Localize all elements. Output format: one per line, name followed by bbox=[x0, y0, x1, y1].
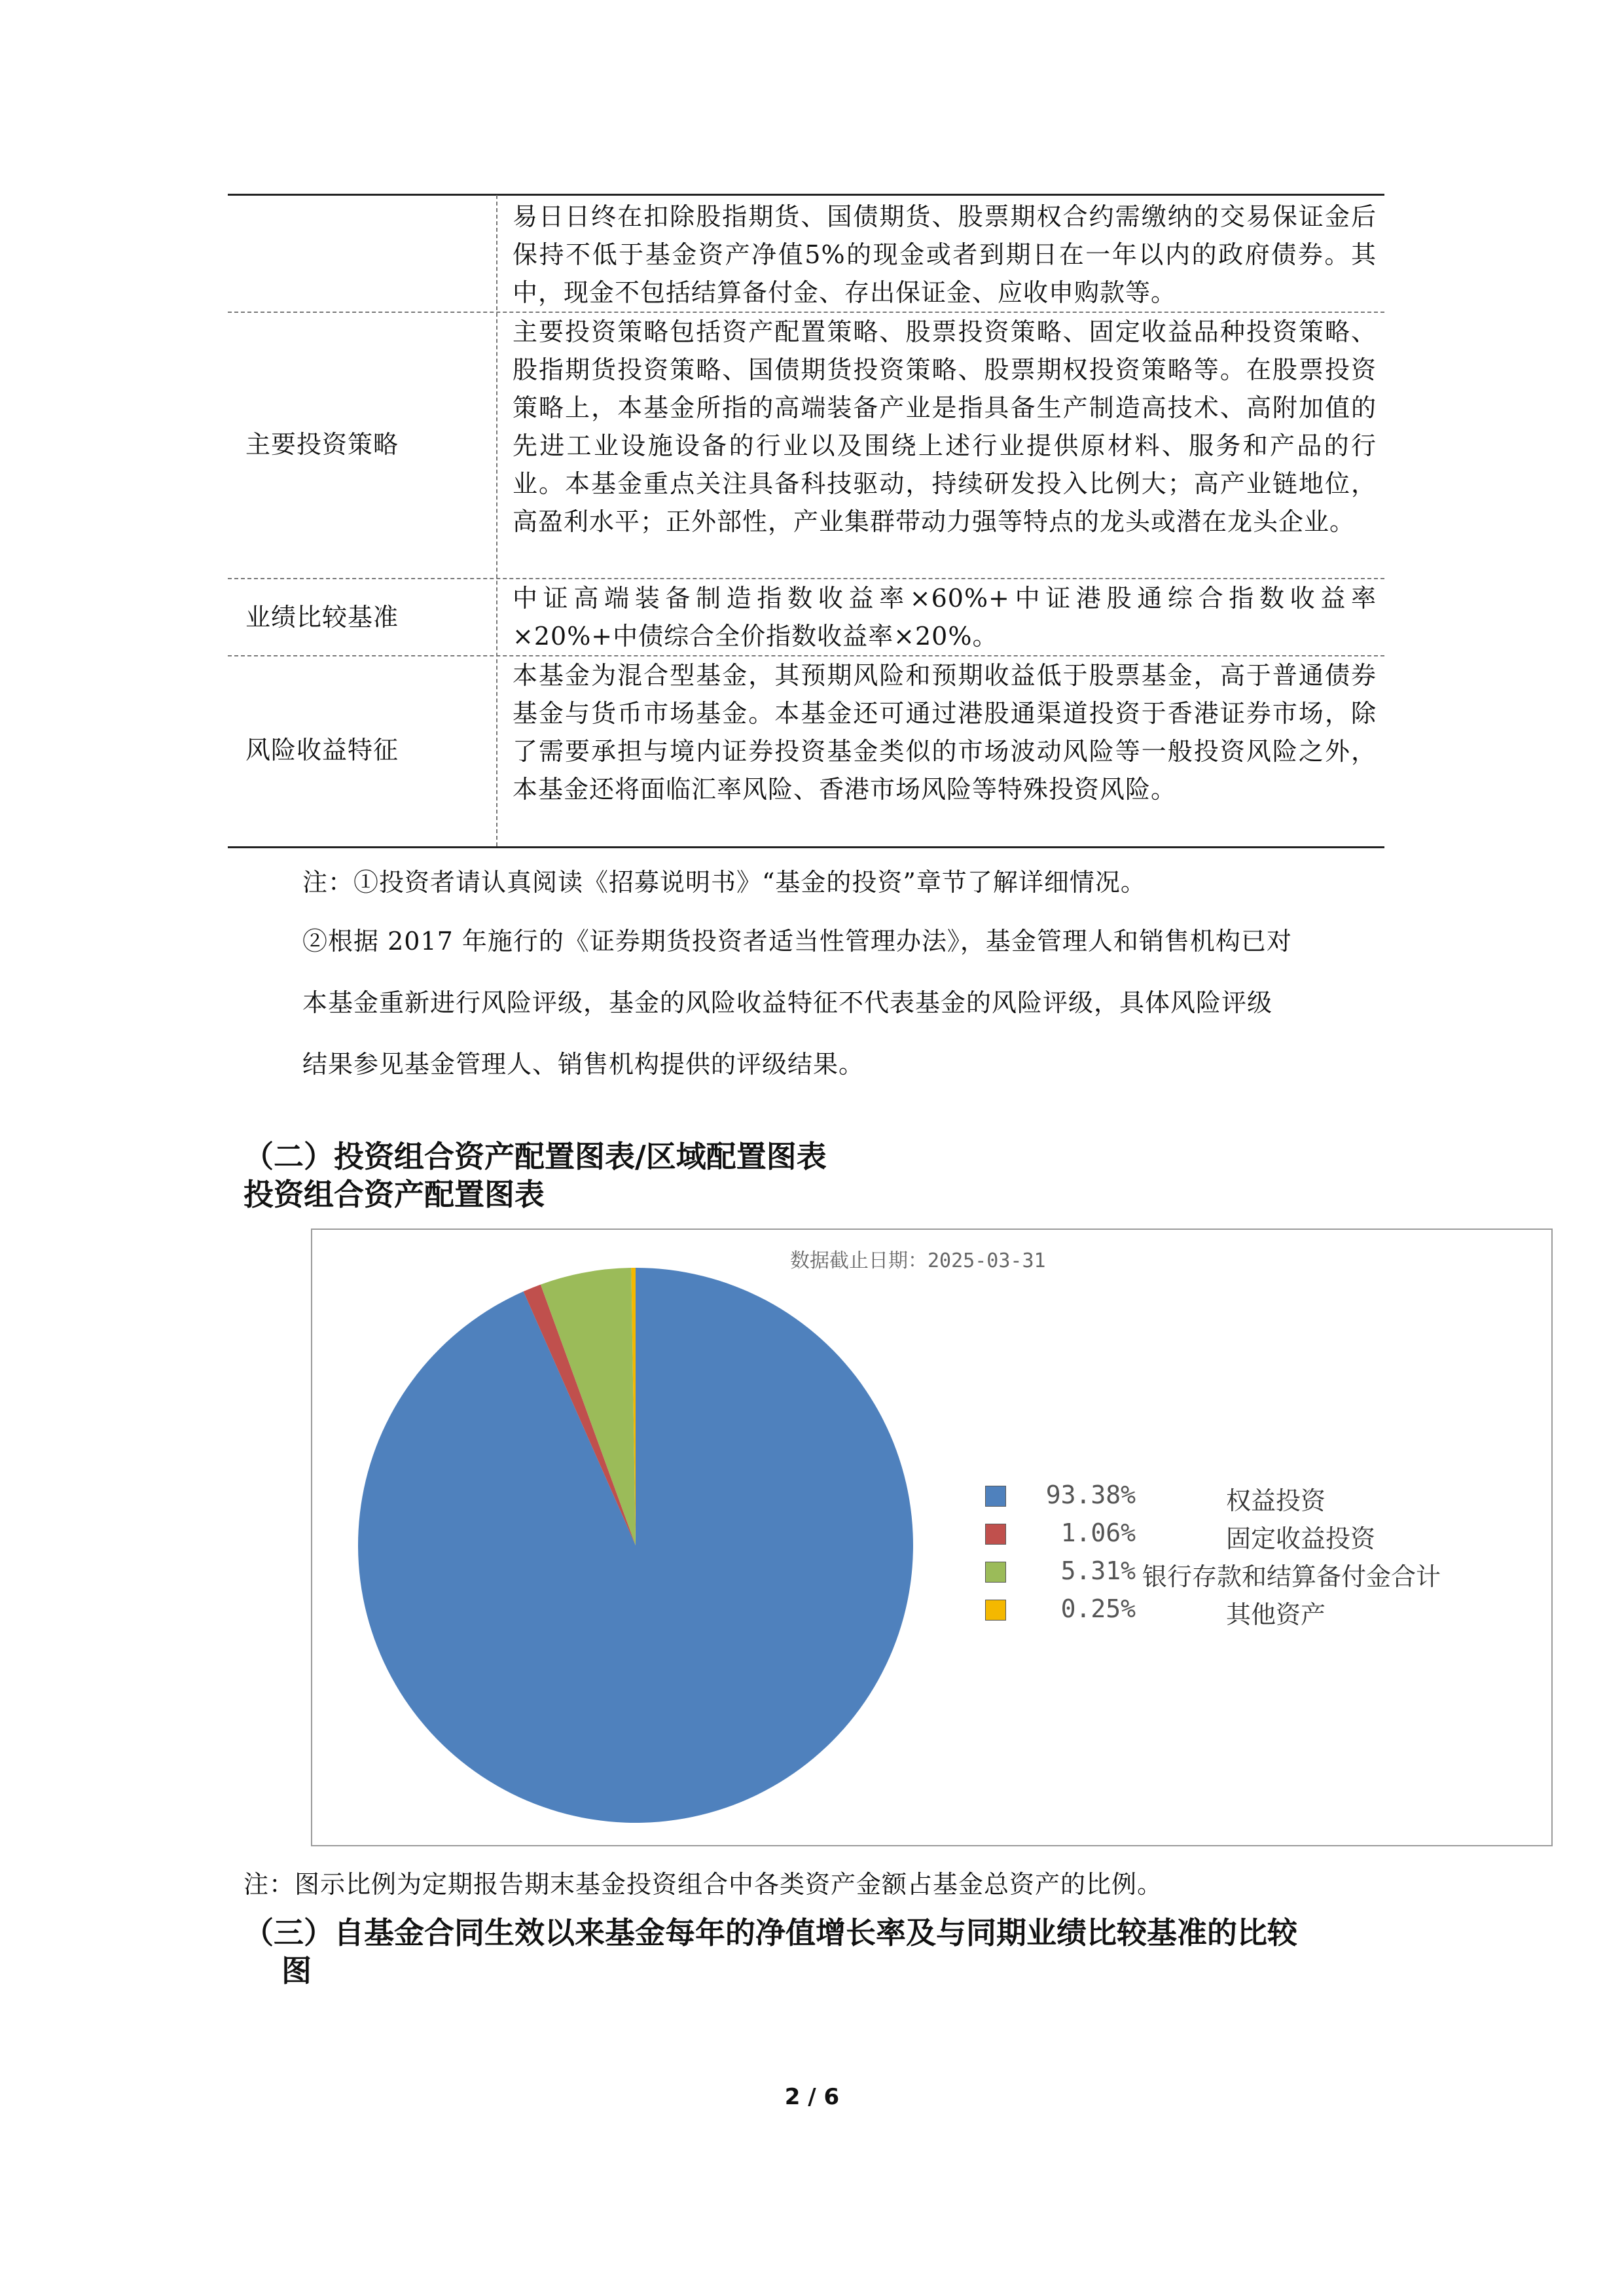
asset-allocation-chart bbox=[311, 1229, 1553, 1846]
section-3-heading-line-1: （三）自基金合同生效以来基金每年的净值增长率及与同期业绩比较基准的比较 bbox=[244, 1915, 1297, 1950]
risk-label: 风险收益特征 bbox=[245, 736, 399, 764]
legend-item bbox=[985, 1556, 1535, 1589]
legend-swatch bbox=[985, 1600, 1006, 1621]
strategy-continued-cell: 易日日终在扣除股指期货、国债期货、股票期权合约需缴纳的交易保证金后保持不低于基金资产净值5%的现金或者到期日在一年以内的政府债券。其中，现金不包括结算备付金、存出保证金、应收申购款等。 bbox=[513, 202, 1377, 307]
legend-item bbox=[985, 1480, 1522, 1513]
legend-label: 权益投资 bbox=[1226, 1486, 1326, 1515]
note-2-line-1: ②根据 2017 年施行的《证券期货投资者适当性管理办法》，基金管理人和销售机构已对 bbox=[302, 927, 1292, 956]
legend-value: 0.25% bbox=[1060, 1594, 1136, 1623]
legend-value: 93.38% bbox=[1045, 1480, 1136, 1509]
legend-swatch bbox=[985, 1524, 1006, 1545]
chart-title: 投资组合资产配置图表 bbox=[244, 1177, 545, 1212]
benchmark-cell: 中证高端装备制造指数收益率×60%+中证港股通综合指数收益率×20%+中债综合全价指数收益率×20%。 bbox=[513, 584, 1377, 651]
section-3-heading-line-2: 图 bbox=[281, 1953, 312, 1988]
legend-label: 其他资产 bbox=[1226, 1600, 1326, 1629]
section-2-heading: （二）投资组合资产配置图表/区域配置图表 bbox=[244, 1139, 827, 1174]
legend-label: 固定收益投资 bbox=[1226, 1524, 1376, 1553]
legend-item bbox=[985, 1594, 1522, 1627]
column-divider bbox=[496, 195, 497, 846]
legend-value: 1.06% bbox=[1060, 1518, 1136, 1547]
legend-item bbox=[985, 1518, 1522, 1551]
chart-note: 注：图示比例为定期报告期末基金投资组合中各类资产金额占基金总资产的比例。 bbox=[244, 1870, 1163, 1899]
strategy-cell: 主要投资策略包括资产配置策略、股票投资策略、固定收益品种投资策略、股指期货投资策略、国债期货投资策略、股票期权投资策略等。在股票投资策略上，本基金所指的高端装备产业是指具备生产制造高技术、高附加值的先进工业设施设备的行业以及围绕上述行业提供原材料、服务和产品的行业。本基金重点关注具备科技驱动，持续研发投入比例大；高产业链地位，高盈利水平；正外部性，产业集群带动力强等特点的龙头或潜在龙头企业。 bbox=[513, 317, 1377, 536]
note-2-line-2: 本基金重新进行风险评级，基金的风险收益特征不代表基金的风险评级，具体风险评级 bbox=[302, 988, 1273, 1017]
risk-cell: 本基金为混合型基金，其预期风险和预期收益低于股票基金，高于普通债券基金与货币市场基金。本基金还可通过港股通渠道投资于香港证券市场，除了需要承担与境内证券投资基金类似的市场波动风险等一般投资风险之外，本基金还将面临汇率风险、香港市场风险等特殊投资风险。 bbox=[513, 661, 1377, 804]
legend-value: 5.31% bbox=[1060, 1556, 1136, 1585]
benchmark-label: 业绩比较基准 bbox=[245, 603, 399, 632]
note-2-line-3: 结果参见基金管理人、销售机构提供的评级结果。 bbox=[302, 1050, 865, 1079]
chart-subtitle: 数据截止日期：2025-03-31 bbox=[790, 1249, 1046, 1272]
table-top-rule bbox=[228, 194, 1384, 196]
legend-swatch bbox=[985, 1562, 1006, 1583]
legend-label: 银行存款和结算备付金合计 bbox=[1142, 1562, 1441, 1591]
strategy-label: 主要投资策略 bbox=[245, 430, 399, 459]
page-number: 2 / 6 bbox=[784, 2084, 840, 2110]
note-1: 注：①投资者请认真阅读《招募说明书》“基金的投资”章节了解详细情况。 bbox=[302, 868, 1146, 897]
table-bottom-rule bbox=[228, 846, 1384, 848]
legend-swatch bbox=[985, 1486, 1006, 1507]
